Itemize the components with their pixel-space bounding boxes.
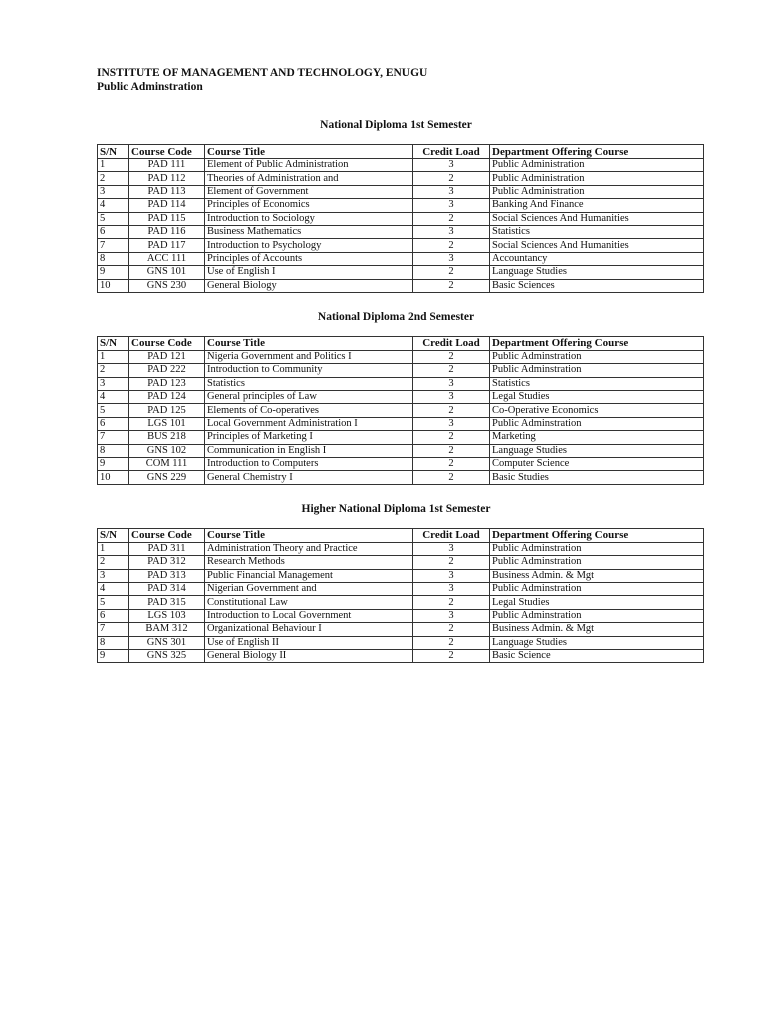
cell-code: GNS 101: [129, 266, 205, 279]
cell-title: Principles of Economics: [205, 199, 413, 212]
column-header-title: Course Title: [205, 336, 413, 350]
cell-code: PAD 113: [129, 185, 205, 198]
course-sections: [97, 119, 703, 663]
column-header-title: Course Title: [205, 145, 413, 159]
column-header-title: Course Title: [205, 528, 413, 542]
cell-title: Principles of Marketing I: [205, 431, 413, 444]
cell-sn: 9: [98, 649, 129, 662]
course-table: [97, 528, 704, 664]
cell-dept: Legal Studies: [490, 391, 704, 404]
table-row: [98, 444, 704, 457]
cell-code: PAD 124: [129, 391, 205, 404]
cell-load: 3: [413, 542, 490, 555]
cell-load: 2: [413, 266, 490, 279]
cell-sn: 8: [98, 252, 129, 265]
cell-title: Business Mathematics: [205, 225, 413, 238]
cell-sn: 7: [98, 623, 129, 636]
table-row: [98, 377, 704, 390]
table-row: [98, 404, 704, 417]
cell-sn: 5: [98, 596, 129, 609]
table-row: [98, 239, 704, 252]
cell-dept: Language Studies: [490, 444, 704, 457]
cell-dept: Public Administration: [490, 185, 704, 198]
table-row: [98, 172, 704, 185]
cell-load: 2: [413, 556, 490, 569]
cell-sn: 2: [98, 172, 129, 185]
cell-load: 2: [413, 623, 490, 636]
table-row: [98, 636, 704, 649]
cell-code: PAD 121: [129, 350, 205, 363]
cell-load: 3: [413, 582, 490, 595]
cell-load: 2: [413, 212, 490, 225]
cell-load: 2: [413, 364, 490, 377]
cell-dept: Language Studies: [490, 636, 704, 649]
cell-dept: Accountancy: [490, 252, 704, 265]
cell-code: BUS 218: [129, 431, 205, 444]
cell-dept: Public Adminstration: [490, 417, 704, 430]
column-header-load: Credit Load: [413, 528, 490, 542]
institute-name: INSTITUTE OF MANAGEMENT AND TECHNOLOGY, ENUGU: [97, 67, 428, 79]
cell-load: 3: [413, 252, 490, 265]
cell-code: PAD 123: [129, 377, 205, 390]
cell-sn: 6: [98, 609, 129, 622]
cell-code: PAD 111: [129, 159, 205, 172]
cell-dept: Basic Science: [490, 649, 704, 662]
table-row: [98, 212, 704, 225]
table-row: [98, 649, 704, 662]
course-table: [97, 144, 704, 293]
cell-title: Use of English I: [205, 266, 413, 279]
cell-load: 2: [413, 350, 490, 363]
table-row: [98, 252, 704, 265]
cell-sn: 10: [98, 471, 129, 484]
cell-sn: 2: [98, 556, 129, 569]
cell-title: Introduction to Sociology: [205, 212, 413, 225]
table-row: [98, 159, 704, 172]
cell-sn: 5: [98, 404, 129, 417]
column-header-dept: Department Offering Course: [490, 145, 704, 159]
cell-title: Administration Theory and Practice: [205, 542, 413, 555]
cell-code: BAM 312: [129, 623, 205, 636]
column-header-code: Course Code: [129, 145, 205, 159]
cell-title: Constitutional Law: [205, 596, 413, 609]
section-title: Higher National Diploma 1st Semester: [301, 502, 491, 515]
cell-sn: 1: [98, 542, 129, 555]
cell-code: PAD 315: [129, 596, 205, 609]
cell-load: 2: [413, 172, 490, 185]
cell-load: 3: [413, 417, 490, 430]
table-row: [98, 431, 704, 444]
cell-load: 2: [413, 649, 490, 662]
cell-title: General Biology: [205, 279, 413, 292]
cell-dept: Legal Studies: [490, 596, 704, 609]
cell-load: 3: [413, 609, 490, 622]
cell-title: Use of English II: [205, 636, 413, 649]
cell-load: 3: [413, 377, 490, 390]
table-row: [98, 350, 704, 363]
cell-code: PAD 312: [129, 556, 205, 569]
table-row: [98, 569, 704, 582]
cell-load: 3: [413, 391, 490, 404]
cell-load: 2: [413, 458, 490, 471]
cell-dept: Public Adminstration: [490, 350, 704, 363]
table-header-row: [98, 528, 704, 542]
section-title: National Diploma 1st Semester: [320, 119, 472, 131]
table-row: [98, 556, 704, 569]
cell-dept: Public Adminstration: [490, 609, 704, 622]
cell-dept: Public Adminstration: [490, 582, 704, 595]
cell-title: Element of Government: [205, 185, 413, 198]
cell-title: Introduction to Computers: [205, 458, 413, 471]
table-row: [98, 391, 704, 404]
cell-code: GNS 325: [129, 649, 205, 662]
cell-load: 3: [413, 569, 490, 582]
cell-sn: 3: [98, 569, 129, 582]
column-header-load: Credit Load: [413, 145, 490, 159]
cell-sn: 3: [98, 377, 129, 390]
column-header-code: Course Code: [129, 528, 205, 542]
table-row: [98, 471, 704, 484]
cell-dept: Statistics: [490, 377, 704, 390]
cell-sn: 1: [98, 159, 129, 172]
cell-code: GNS 230: [129, 279, 205, 292]
cell-dept: Public Adminstration: [490, 364, 704, 377]
cell-title: Organizational Behaviour I: [205, 623, 413, 636]
cell-sn: 7: [98, 431, 129, 444]
cell-dept: Banking And Finance: [490, 199, 704, 212]
department-name: Public Adminstration: [97, 81, 203, 93]
cell-sn: 6: [98, 417, 129, 430]
cell-dept: Public Administration: [490, 159, 704, 172]
cell-code: PAD 112: [129, 172, 205, 185]
cell-sn: 5: [98, 212, 129, 225]
column-header-sn: S/N: [98, 145, 129, 159]
cell-code: GNS 102: [129, 444, 205, 457]
cell-code: LGS 103: [129, 609, 205, 622]
cell-sn: 3: [98, 185, 129, 198]
cell-load: 3: [413, 185, 490, 198]
cell-code: PAD 115: [129, 212, 205, 225]
cell-dept: Business Admin. & Mgt: [490, 569, 704, 582]
cell-sn: 9: [98, 266, 129, 279]
cell-code: PAD 311: [129, 542, 205, 555]
cell-dept: Public Adminstration: [490, 542, 704, 555]
cell-code: PAD 125: [129, 404, 205, 417]
table-row: [98, 266, 704, 279]
cell-code: PAD 222: [129, 364, 205, 377]
cell-title: Theories of Administration and: [205, 172, 413, 185]
table-row: [98, 542, 704, 555]
cell-sn: 4: [98, 199, 129, 212]
cell-dept: Statistics: [490, 225, 704, 238]
cell-load: 2: [413, 431, 490, 444]
cell-title: General principles of Law: [205, 391, 413, 404]
cell-load: 2: [413, 636, 490, 649]
cell-code: GNS 301: [129, 636, 205, 649]
cell-code: LGS 101: [129, 417, 205, 430]
cell-title: Introduction to Local Government: [205, 609, 413, 622]
document: [97, 66, 703, 663]
cell-dept: Language Studies: [490, 266, 704, 279]
cell-title: General Biology II: [205, 649, 413, 662]
cell-sn: 9: [98, 458, 129, 471]
section-title: National Diploma 2nd Semester: [317, 310, 475, 323]
column-header-dept: Department Offering Course: [490, 528, 704, 542]
table-row: [98, 417, 704, 430]
column-header-dept: Department Offering Course: [490, 336, 704, 350]
column-header-code: Course Code: [129, 336, 205, 350]
cell-code: GNS 229: [129, 471, 205, 484]
table-row: [98, 225, 704, 238]
cell-title: Statistics: [205, 377, 413, 390]
cell-title: Nigerian Government and: [205, 582, 413, 595]
table-row: [98, 596, 704, 609]
cell-title: Principles of Accounts: [205, 252, 413, 265]
cell-dept: Marketing: [490, 431, 704, 444]
cell-dept: Basic Sciences: [490, 279, 704, 292]
cell-load: 2: [413, 444, 490, 457]
table-row: [98, 185, 704, 198]
cell-title: Elements of Co-operatives: [205, 404, 413, 417]
cell-title: Public Financial Management: [205, 569, 413, 582]
table-row: [98, 582, 704, 595]
cell-load: 2: [413, 471, 490, 484]
table-row: [98, 364, 704, 377]
cell-sn: 4: [98, 391, 129, 404]
cell-dept: Co-Operative Economics: [490, 404, 704, 417]
column-header-load: Credit Load: [413, 336, 490, 350]
cell-dept: Public Adminstration: [490, 556, 704, 569]
cell-load: 2: [413, 596, 490, 609]
cell-title: Research Methods: [205, 556, 413, 569]
cell-sn: 8: [98, 444, 129, 457]
cell-dept: Computer Science: [490, 458, 704, 471]
cell-title: Local Government Administration I: [205, 417, 413, 430]
table-row: [98, 623, 704, 636]
column-header-sn: S/N: [98, 336, 129, 350]
table-row: [98, 199, 704, 212]
cell-code: PAD 313: [129, 569, 205, 582]
cell-code: ACC 111: [129, 252, 205, 265]
cell-dept: Social Sciences And Humanities: [490, 212, 704, 225]
table-header-row: [98, 145, 704, 159]
cell-code: PAD 114: [129, 199, 205, 212]
cell-title: General Chemistry I: [205, 471, 413, 484]
cell-sn: 8: [98, 636, 129, 649]
cell-sn: 1: [98, 350, 129, 363]
cell-dept: Social Sciences And Humanities: [490, 239, 704, 252]
cell-title: Communication in English I: [205, 444, 413, 457]
table-row: [98, 279, 704, 292]
column-header-sn: S/N: [98, 528, 129, 542]
cell-load: 2: [413, 404, 490, 417]
cell-title: Introduction to Psychology: [205, 239, 413, 252]
table-row: [98, 609, 704, 622]
cell-code: PAD 116: [129, 225, 205, 238]
cell-dept: Business Admin. & Mgt: [490, 623, 704, 636]
table-header-row: [98, 336, 704, 350]
course-table: [97, 336, 704, 485]
cell-sn: 4: [98, 582, 129, 595]
cell-code: COM 111: [129, 458, 205, 471]
cell-dept: Public Administration: [490, 172, 704, 185]
cell-load: 2: [413, 279, 490, 292]
cell-title: Introduction to Community: [205, 364, 413, 377]
cell-load: 3: [413, 199, 490, 212]
cell-title: Nigeria Government and Politics I: [205, 350, 413, 363]
cell-sn: 6: [98, 225, 129, 238]
cell-code: PAD 314: [129, 582, 205, 595]
cell-title: Element of Public Administration: [205, 159, 413, 172]
cell-dept: Basic Studies: [490, 471, 704, 484]
cell-load: 2: [413, 239, 490, 252]
cell-load: 3: [413, 159, 490, 172]
cell-sn: 10: [98, 279, 129, 292]
cell-load: 3: [413, 225, 490, 238]
table-row: [98, 458, 704, 471]
cell-sn: 7: [98, 239, 129, 252]
cell-sn: 2: [98, 364, 129, 377]
cell-code: PAD 117: [129, 239, 205, 252]
